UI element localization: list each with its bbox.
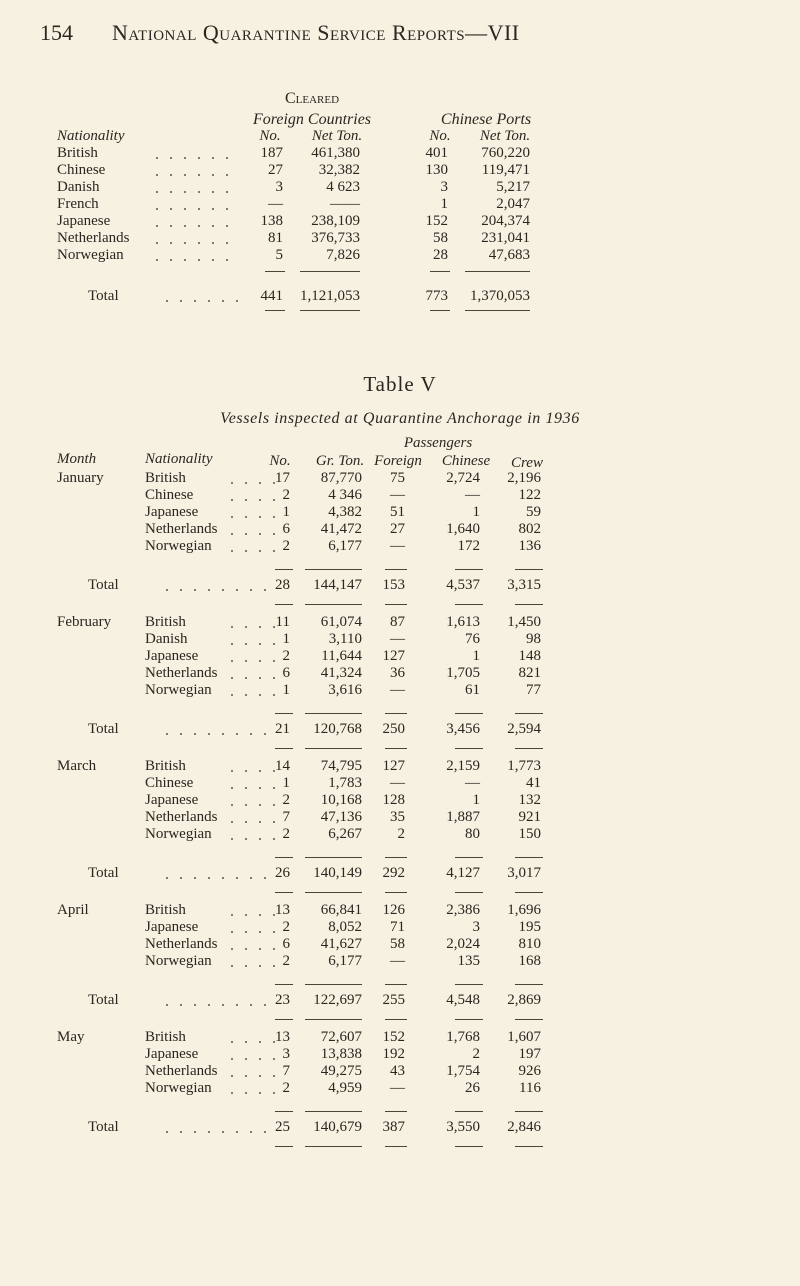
total-value-cell: 140,679 [313, 1119, 362, 1135]
value-cell: 1,370,053 [470, 288, 530, 304]
total-value-cell: 23 [275, 992, 290, 1008]
column-rule [305, 892, 362, 893]
value-cell: 2 [282, 487, 290, 503]
value-cell: 172 [457, 538, 480, 554]
column-rule [385, 857, 407, 858]
column-rule [455, 569, 483, 570]
column-rule [385, 569, 407, 570]
value-cell: 2 [282, 919, 290, 935]
value-cell: — [390, 631, 405, 647]
month-label: February [57, 614, 112, 630]
value-cell: 7 [282, 1063, 290, 1079]
nationality-cell: Japanese [57, 213, 111, 229]
value-cell: 128 [382, 792, 405, 808]
column-rule [265, 310, 285, 311]
column-rule [265, 271, 285, 272]
value-cell: 926 [518, 1063, 541, 1079]
foreign-passengers-header: Foreign [374, 453, 422, 469]
value-cell: 7,826 [326, 247, 360, 263]
value-cell: 13 [275, 902, 290, 918]
value-cell: 32,382 [318, 162, 360, 178]
column-rule [385, 713, 407, 714]
value-cell: 17 [275, 470, 290, 486]
value-cell: 1,768 [446, 1029, 480, 1045]
value-cell: 1,607 [507, 1029, 541, 1045]
value-cell: 136 [518, 538, 541, 554]
value-cell: 4 346 [328, 487, 362, 503]
dot-leader [150, 225, 240, 227]
column-rule [385, 1019, 407, 1020]
column-rule [515, 892, 543, 893]
column-rule [455, 713, 483, 714]
total-value-cell: 4,537 [446, 577, 480, 593]
nationality-cell: Netherlands [145, 665, 218, 681]
running-header: National Quarantine Service Reports—VII [112, 20, 520, 45]
chinese-no-header: No. [429, 128, 451, 144]
value-cell: 98 [526, 631, 541, 647]
value-cell: 61,074 [320, 614, 362, 630]
value-cell: — [390, 953, 405, 969]
value-cell: 2 [472, 1046, 480, 1062]
column-rule [430, 271, 450, 272]
nationality-header: Nationality [57, 128, 125, 144]
nationality-cell: British [145, 1029, 186, 1045]
value-cell: 2 [282, 826, 290, 842]
column-rule [275, 713, 293, 714]
value-cell: 7 [282, 809, 290, 825]
value-cell: 6,177 [328, 953, 362, 969]
value-cell: — [390, 538, 405, 554]
total-value-cell: 250 [382, 721, 405, 737]
column-rule [455, 1146, 483, 1147]
value-cell: 41 [526, 775, 541, 791]
value-cell: 75 [390, 470, 405, 486]
total-value-cell: 28 [275, 577, 290, 593]
value-cell: 2 [282, 538, 290, 554]
value-cell: 3,616 [328, 682, 362, 698]
value-cell: 47,136 [320, 809, 362, 825]
column-rule [515, 713, 543, 714]
value-cell: 773 [425, 288, 448, 304]
value-cell: 192 [382, 1046, 405, 1062]
value-cell: 2 [282, 953, 290, 969]
total-value-cell: 153 [382, 577, 405, 593]
value-cell: 401 [425, 145, 448, 161]
value-cell: 2,724 [446, 470, 480, 486]
value-cell: 921 [518, 809, 541, 825]
foreign-net-ton-header: Net Ton. [311, 128, 363, 144]
column-rule [515, 1019, 543, 1020]
value-cell: 41,627 [320, 936, 362, 952]
value-cell: 6 [282, 936, 290, 952]
value-cell: 3 [440, 179, 448, 195]
value-cell: 61 [465, 682, 480, 698]
value-cell: 197 [518, 1046, 541, 1062]
value-cell: 461,380 [311, 145, 360, 161]
value-cell: 36 [390, 665, 405, 681]
value-cell: 1,640 [446, 521, 480, 537]
nationality-cell: British [145, 614, 186, 630]
dot-leader [150, 259, 240, 261]
value-cell: 5,217 [496, 179, 530, 195]
total-value-cell: 140,149 [313, 865, 362, 881]
column-rule [515, 984, 543, 985]
total-value-cell: 25 [275, 1119, 290, 1135]
column-rule [275, 857, 293, 858]
value-cell: 132 [518, 792, 541, 808]
month-header: Month [57, 451, 97, 467]
value-cell: 2 [282, 648, 290, 664]
month-label: January [57, 470, 104, 486]
total-label: Total [88, 865, 119, 881]
column-rule [305, 1111, 362, 1112]
nationality-cell: French [57, 196, 99, 212]
chinese-net-ton-header: Net Ton. [479, 128, 531, 144]
nationality-cell: Danish [145, 631, 188, 647]
value-cell: 76 [465, 631, 480, 647]
value-cell: 1,754 [446, 1063, 480, 1079]
nationality-cell: Danish [57, 179, 100, 195]
nationality-cell: Norwegian [145, 1080, 212, 1096]
nationality-cell: Netherlands [145, 1063, 218, 1079]
chinese-ports-heading: Chinese Ports [440, 111, 532, 128]
value-cell: 47,683 [488, 247, 530, 263]
value-cell: 1,773 [507, 758, 541, 774]
column-rule [515, 1146, 543, 1147]
nationality-cell: Netherlands [145, 809, 218, 825]
column-rule [275, 748, 293, 749]
column-rule [275, 569, 293, 570]
value-cell: 6,267 [328, 826, 362, 842]
value-cell: 802 [518, 521, 541, 537]
nationality-cell: Norwegian [145, 538, 212, 554]
value-cell: 1 [472, 648, 480, 664]
gr-ton-header: Gr. Ton. [315, 453, 365, 469]
column-rule [275, 984, 293, 985]
value-cell: 231,041 [481, 230, 530, 246]
total-value-cell: 255 [382, 992, 405, 1008]
value-cell: 127 [382, 648, 405, 664]
column-rule [275, 604, 293, 605]
total-label: Total [88, 1119, 119, 1135]
value-cell: — [465, 775, 480, 791]
value-cell: 8,052 [328, 919, 362, 935]
column-rule [305, 1019, 362, 1020]
value-cell: 59 [526, 504, 541, 520]
value-cell: — [268, 196, 283, 212]
nationality-cell: Chinese [145, 775, 194, 791]
value-cell: 1,783 [328, 775, 362, 791]
value-cell: 72,607 [320, 1029, 362, 1045]
crew-header: Crew [511, 455, 543, 471]
value-cell: — [390, 682, 405, 698]
value-cell: 821 [518, 665, 541, 681]
table-v-subtitle: Vessels inspected at Quarantine Anchorage in 1936 [220, 410, 580, 427]
value-cell: 1,696 [507, 902, 541, 918]
value-cell: 6 [282, 665, 290, 681]
value-cell: 4,959 [328, 1080, 362, 1096]
value-cell: 14 [275, 758, 290, 774]
value-cell: 49,275 [320, 1063, 362, 1079]
value-cell: 135 [457, 953, 480, 969]
value-cell: 6,177 [328, 538, 362, 554]
value-cell: 2 [282, 1080, 290, 1096]
total-value-cell: 144,147 [313, 577, 362, 593]
value-cell: 238,109 [311, 213, 360, 229]
total-value-cell: 292 [382, 865, 405, 881]
column-rule [275, 1146, 293, 1147]
column-rule [385, 984, 407, 985]
total-value-cell: 3,315 [507, 577, 541, 593]
no-header-v: No. [269, 453, 291, 469]
column-rule [515, 748, 543, 749]
column-rule [385, 892, 407, 893]
column-rule [515, 857, 543, 858]
value-cell: 51 [390, 504, 405, 520]
column-rule [455, 1111, 483, 1112]
nationality-cell: Chinese [145, 487, 194, 503]
value-cell: 58 [433, 230, 448, 246]
total-label: Total [88, 721, 119, 737]
value-cell: — [390, 487, 405, 503]
month-label: May [57, 1029, 85, 1045]
nationality-cell: British [145, 758, 186, 774]
value-cell: 168 [518, 953, 541, 969]
column-rule [305, 984, 362, 985]
value-cell: 43 [390, 1063, 405, 1079]
value-cell: 138 [260, 213, 283, 229]
column-rule [455, 857, 483, 858]
value-cell: 27 [268, 162, 283, 178]
value-cell: 127 [382, 758, 405, 774]
value-cell: 87 [390, 614, 405, 630]
value-cell: 26 [465, 1080, 480, 1096]
column-rule [515, 569, 543, 570]
total-value-cell: 120,768 [313, 721, 362, 737]
total-value-cell: 3,017 [507, 865, 541, 881]
value-cell: 760,220 [481, 145, 530, 161]
nationality-cell: British [145, 470, 186, 486]
value-cell: 66,841 [320, 902, 362, 918]
value-cell: 3 [282, 1046, 290, 1062]
nationality-cell: Netherlands [145, 936, 218, 952]
total-value-cell: 2,846 [507, 1119, 541, 1135]
column-rule [305, 857, 362, 858]
total-value-cell: 4,548 [446, 992, 480, 1008]
column-rule [300, 310, 360, 311]
column-rule [430, 310, 450, 311]
value-cell: 119,471 [481, 162, 530, 178]
value-cell: 28 [433, 247, 448, 263]
nationality-cell: Japanese [145, 919, 199, 935]
value-cell: 148 [518, 648, 541, 664]
total-label: Total [88, 577, 119, 593]
value-cell: 81 [268, 230, 283, 246]
nationality-cell: Japanese [145, 792, 199, 808]
month-label: March [57, 758, 97, 774]
column-rule [455, 748, 483, 749]
value-cell: 204,374 [481, 213, 530, 229]
dot-leader [150, 191, 240, 193]
dot-leader [150, 242, 240, 244]
value-cell: 4,382 [328, 504, 362, 520]
value-cell: 1 [282, 504, 290, 520]
value-cell: 77 [526, 682, 541, 698]
dot-leader [150, 157, 240, 159]
total-value-cell: 4,127 [446, 865, 480, 881]
total-value-cell: 26 [275, 865, 290, 881]
value-cell: 1,613 [446, 614, 480, 630]
foreign-no-header: No. [259, 128, 281, 144]
column-rule [300, 271, 360, 272]
value-cell: 4 623 [326, 179, 360, 195]
month-label: April [57, 902, 89, 918]
column-rule [385, 604, 407, 605]
column-rule [385, 1146, 407, 1147]
total-value-cell: 122,697 [313, 992, 362, 1008]
table-v-title: Table V [363, 372, 437, 396]
total-value-cell: 21 [275, 721, 290, 737]
column-rule [305, 569, 362, 570]
column-rule [275, 1019, 293, 1020]
value-cell: 126 [382, 902, 405, 918]
value-cell: 376,733 [311, 230, 360, 246]
cleared-title: Cleared [284, 90, 340, 107]
value-cell: 2,159 [446, 758, 480, 774]
total-value-cell: 2,594 [507, 721, 541, 737]
nationality-cell: Netherlands [57, 230, 130, 246]
dot-leader [160, 300, 240, 302]
foreign-countries-heading: Foreign Countries [252, 111, 372, 128]
nationality-cell: Norwegian [145, 682, 212, 698]
value-cell: 2 [282, 792, 290, 808]
value-cell: 3 [275, 179, 283, 195]
value-cell: 71 [390, 919, 405, 935]
value-cell: 2,047 [496, 196, 530, 212]
column-rule [275, 1111, 293, 1112]
value-cell: 10,168 [320, 792, 362, 808]
value-cell: 13 [275, 1029, 290, 1045]
value-cell: 1,450 [507, 614, 541, 630]
total-value-cell: 3,550 [446, 1119, 480, 1135]
nationality-cell: Japanese [145, 504, 199, 520]
column-rule [455, 604, 483, 605]
value-cell: 13,838 [320, 1046, 362, 1062]
value-cell: 2,024 [446, 936, 480, 952]
value-cell: 87,770 [320, 470, 362, 486]
value-cell: 11,644 [321, 648, 362, 664]
value-cell: 27 [390, 521, 405, 537]
nationality-cell: Norwegian [57, 247, 124, 263]
nationality-cell: Netherlands [145, 521, 218, 537]
value-cell: 5 [275, 247, 283, 263]
value-cell: 1,121,053 [300, 288, 360, 304]
value-cell: 41,472 [320, 521, 362, 537]
value-cell: 41,324 [320, 665, 362, 681]
column-rule [305, 1146, 362, 1147]
page-number: 154 [40, 20, 73, 45]
dot-leader [150, 174, 240, 176]
value-cell: 3,110 [328, 631, 362, 647]
value-cell: 1 [282, 631, 290, 647]
chinese-passengers-header: Chinese [441, 453, 491, 469]
total-value-cell: 387 [382, 1119, 405, 1135]
value-cell: 116 [519, 1080, 541, 1096]
nationality-cell: Japanese [145, 648, 199, 664]
value-cell: 2 [397, 826, 405, 842]
total-label: Total [88, 992, 119, 1008]
nationality-cell: British [57, 145, 98, 161]
nationality-cell: British [145, 902, 186, 918]
column-rule [515, 604, 543, 605]
value-cell: 6 [282, 521, 290, 537]
column-rule [455, 892, 483, 893]
dot-leader [150, 208, 240, 210]
value-cell: 441 [260, 288, 283, 304]
value-cell: 195 [518, 919, 541, 935]
value-cell: 11 [275, 614, 290, 630]
value-cell: 74,795 [320, 758, 362, 774]
value-cell: 122 [518, 487, 541, 503]
nationality-cell: Japanese [145, 1046, 199, 1062]
value-cell: 130 [425, 162, 448, 178]
value-cell: 810 [518, 936, 541, 952]
value-cell: 2,196 [507, 470, 541, 486]
value-cell: 1,887 [446, 809, 480, 825]
column-rule [465, 271, 530, 272]
value-cell: 152 [425, 213, 448, 229]
nationality-cell: Norwegian [145, 826, 212, 842]
column-rule [385, 1111, 407, 1112]
column-rule [305, 748, 362, 749]
nationality-header-v: Nationality [145, 451, 213, 467]
value-cell: — [465, 487, 480, 503]
value-cell: 1 [472, 792, 480, 808]
value-cell: 1 [440, 196, 448, 212]
value-cell: — [390, 1080, 405, 1096]
value-cell: 35 [390, 809, 405, 825]
total-label: Total [88, 288, 119, 304]
column-rule [465, 310, 530, 311]
value-cell: 1 [282, 682, 290, 698]
total-value-cell: 3,456 [446, 721, 480, 737]
value-cell: 152 [382, 1029, 405, 1045]
value-cell: 1,705 [446, 665, 480, 681]
nationality-cell: Norwegian [145, 953, 212, 969]
value-cell: 1 [282, 775, 290, 791]
value-cell: 58 [390, 936, 405, 952]
total-value-cell: 2,869 [507, 992, 541, 1008]
column-rule [515, 1111, 543, 1112]
column-rule [385, 748, 407, 749]
value-cell: 80 [465, 826, 480, 842]
value-cell: 187 [260, 145, 283, 161]
passengers-header: Passengers [403, 435, 473, 451]
value-cell: 3 [472, 919, 480, 935]
column-rule [305, 604, 362, 605]
value-cell: — [390, 775, 405, 791]
column-rule [455, 1019, 483, 1020]
value-cell: 1 [472, 504, 480, 520]
column-rule [305, 713, 362, 714]
value-cell: 150 [518, 826, 541, 842]
column-rule [455, 984, 483, 985]
value-cell: 2,386 [446, 902, 480, 918]
nationality-cell: Chinese [57, 162, 106, 178]
value-cell: —— [330, 196, 360, 212]
column-rule [275, 892, 293, 893]
